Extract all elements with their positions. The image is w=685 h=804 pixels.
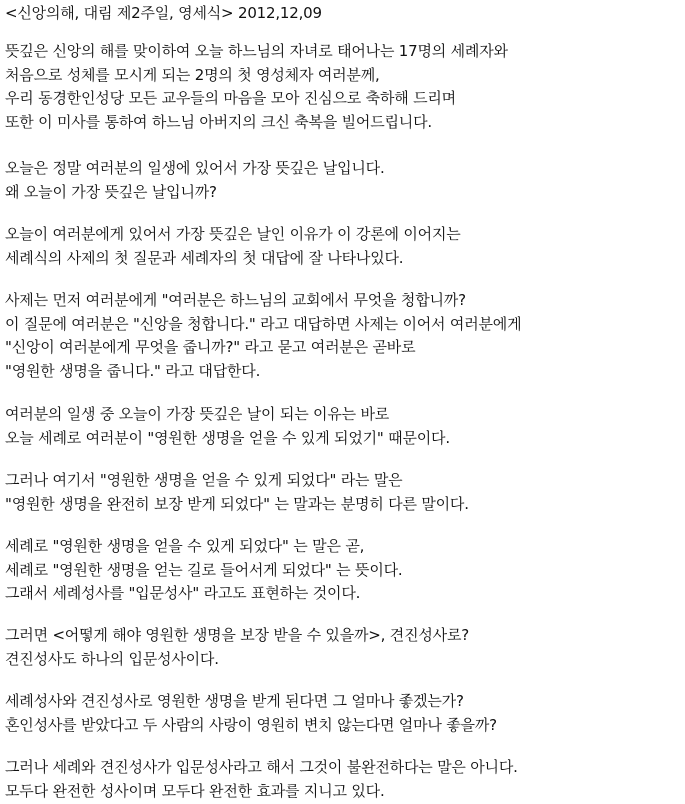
text-line: 우리 동경한인성당 모든 교우들의 마음을 모아 진심으로 축하해 드리며 [5,89,456,107]
text-line: 오늘이 여러분에게 있어서 가장 뜻깊은 날인 이유가 이 강론에 이어지는 [5,225,461,243]
text-line: 혼인성사를 받았다고 두 사람의 사랑이 영원히 변치 않는다면 얼마나 좋을까? [5,715,497,734]
text-line: 그래서 세례성사를 "입문성사" 라고도 표현하는 것이다. [5,584,361,602]
paragraph-eternal-life [5,403,450,450]
text-line: 왜 오늘이 가장 뜻깊은 날입니까? [5,182,217,201]
text-line: 오늘 세례로 여러분이 "영원한 생명을 얻을 수 있게 되었기" 때문이다. [5,428,450,447]
text-line: 처음으로 성체를 모시게 되는 2명의 첫 영성체자 여러분께, [5,65,380,84]
paragraph-meaningful-day [5,157,385,204]
paragraph-confirmation [5,624,469,671]
text-line: "영원한 생명을 줍니다." 라고 대답한다. [5,361,261,380]
text-line: 견진성사도 하나의 입문성사이다. [5,649,219,668]
text-line: 사제는 먼저 여러분에게 "여러분은 하느님의 교회에서 무엇을 청합니까? [5,291,466,309]
paragraph-distinction [5,469,469,516]
text-line: 그러나 세례와 견진성사가 입문성사라고 해서 그것이 불완전하다는 말은 아니다. [5,758,518,776]
paragraph-question [5,690,497,737]
paragraph-conclusion [5,756,518,803]
text-line: 세례로 "영원한 생명을 얻을 수 있게 되었다" 는 말은 곧, [5,537,365,555]
paragraph-greeting [5,40,508,134]
text-line: 여러분의 일생 중 오늘이 가장 뜻깊은 날이 되는 이유는 바로 [5,405,390,423]
document-title: <신앙의해, 대림 제2주일, 영세식> 2012,12,09 [5,4,322,22]
text-line: 세례식의 사제의 첫 질문과 세례자의 첫 대답에 잘 나타나있다. [5,248,404,267]
text-line: 그러나 여기서 "영원한 생명을 얻을 수 있게 되었다" 라는 말은 [5,471,403,489]
paragraph-reason [5,223,461,270]
text-line: 이 질문에 여러분은 "신앙을 청합니다." 라고 대답하면 사제는 이어서 여러분에게 [5,314,522,333]
text-line: 모두다 완전한 성사이며 모두다 완전한 효과를 지니고 있다. [5,781,385,800]
text-line: 또한 이 미사를 통하여 하느님 아버지의 크신 축복을 빌어드립니다. [5,112,432,131]
text-line: "신앙이 여러분에게 무엇을 줍니까?" 라고 묻고 여러분은 곧바로 [5,338,416,356]
text-line: 그러면 <어떻게 해야 영원한 생명을 보장 받을 수 있을까>, 견진성사로? [5,626,470,644]
text-line: 오늘은 정말 여러분의 일생에 있어서 가장 뜻깊은 날입니다. [5,159,385,177]
text-line: 세례로 "영원한 생명을 얻는 길로 들어서게 되었다" 는 뜻이다. [5,560,403,579]
document-body [5,0,685,804]
text-line: "영원한 생명을 완전히 보장 받게 되었다" 는 말과는 분명히 다른 말이다. [5,494,469,513]
text-line: 뜻깊은 신앙의 해를 맞이하여 오늘 하느님의 자녀로 태어나는 17명의 세례자와 [5,42,508,60]
paragraph-initiation [5,535,402,606]
text-line: 세례성사와 견진성사로 영원한 생명을 받게 된다면 그 얼마나 좋겠는가? [5,692,464,710]
paragraph-rite-dialogue [5,289,521,383]
